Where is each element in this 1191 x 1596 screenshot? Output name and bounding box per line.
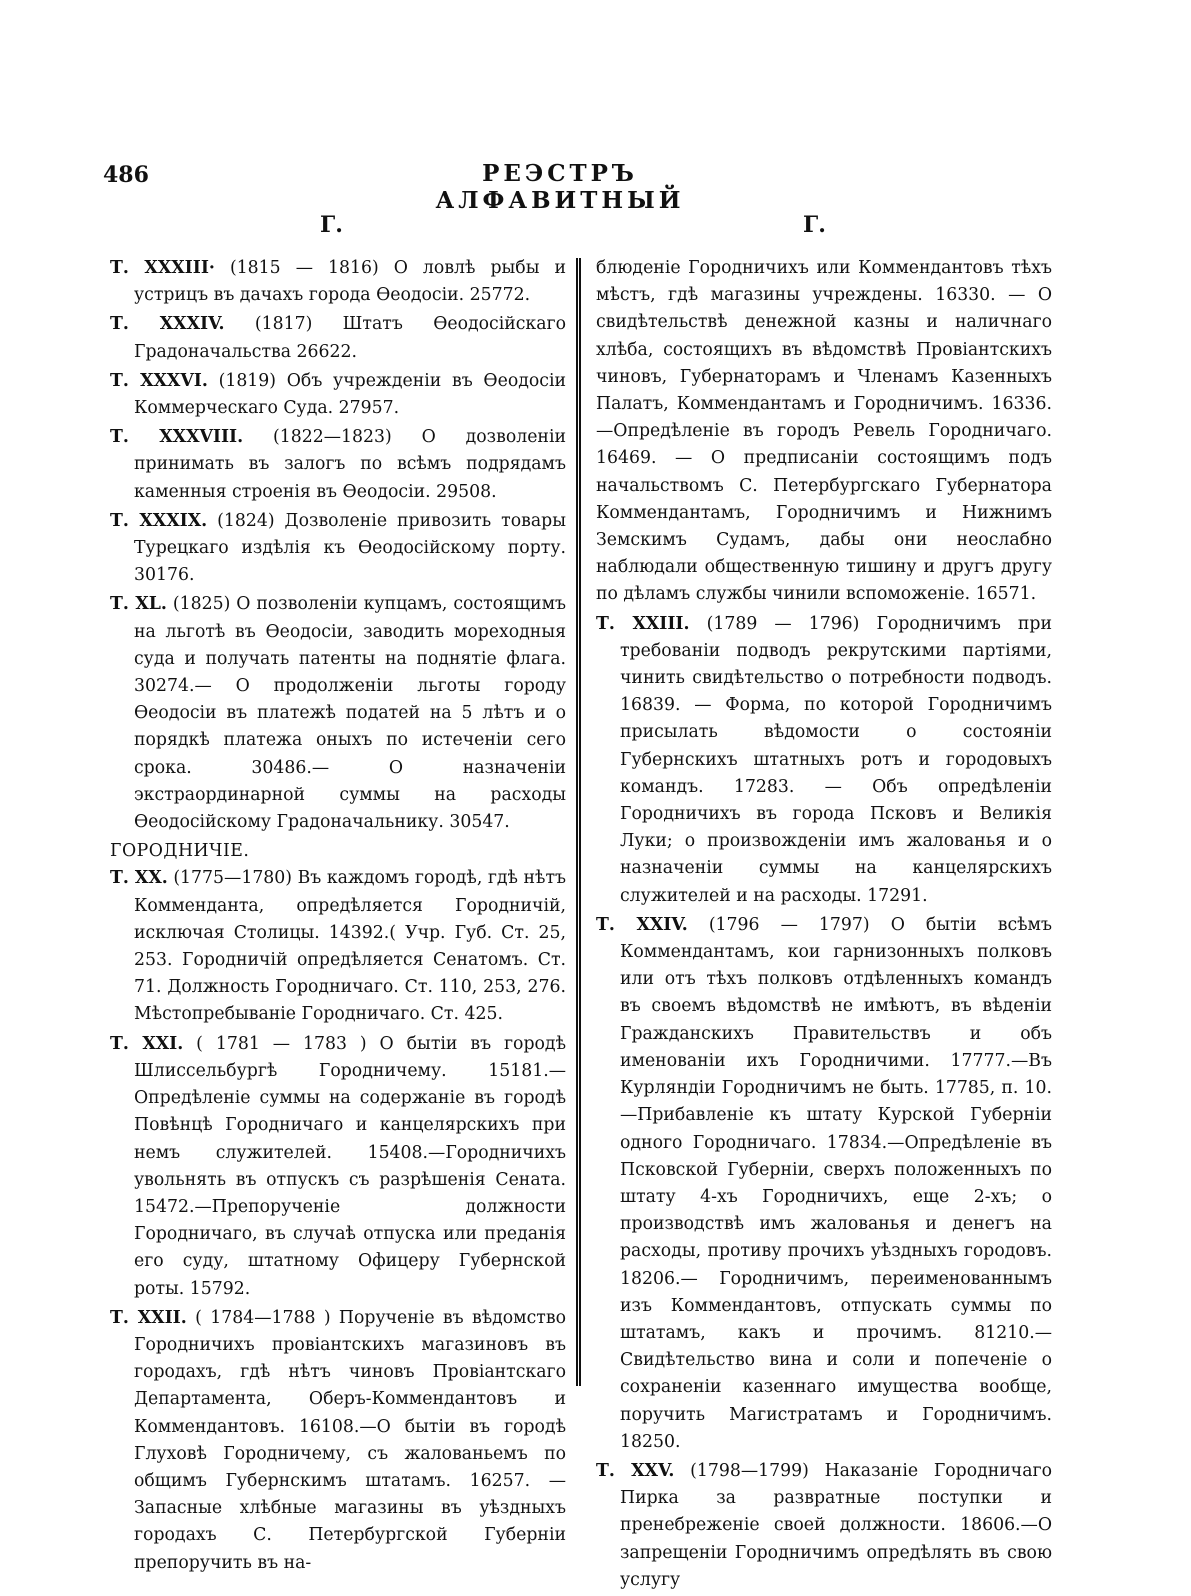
index-entry bbox=[110, 865, 566, 1028]
entry-text: ( 1784—1788 ) Порученіе въ вѣдомство Городничихъ провіантскихъ магазиновъ въ городахъ, гдѣ нѣтъ чиновъ Провіантскаго Департамента, Оберъ-Коммендантовъ и Коммендантовъ. 16108.—О бытіи въ городѣ Глуховѣ Городничему, съ жалованьемъ по общимъ Губернскимъ штатамъ. 16257. — Запасные хлѣбные магазины въ уѣздныхъ городахъ С. Петербургской Губерніи препоручить въ на- bbox=[134, 1307, 566, 1573]
volume-ref: Т. XXI. bbox=[110, 1033, 184, 1054]
index-entry bbox=[110, 255, 566, 309]
entry-text: (1798—1799) Наказаніе Городничаго Пирка за развратные поступки и пренебреженіе своей должности. 18606.—О запрещеніи Городничимъ опредѣлять въ свою услугу bbox=[620, 1460, 1052, 1590]
volume-ref: Т. XXII. bbox=[110, 1307, 187, 1328]
index-entry bbox=[110, 591, 566, 836]
volume-ref: Т. XXXVIII. bbox=[110, 427, 244, 448]
volume-ref: Т. XXIII. bbox=[596, 613, 690, 634]
index-entry bbox=[110, 1031, 566, 1303]
left-column bbox=[110, 255, 566, 1579]
entry-text: (1825) О позволеніи купцамъ, состоящимъ на льготѣ въ Ѳеодосіи, заводить мореходныя суда и получать патенты на поднятіе флага. 30274.— О продолженіи льготы городу Ѳеодосіи въ платежѣ податей на 5 лѣтъ и о порядкѣ платежа оныхъ по истеченіи сего срока. 30486.— О назначеніи экстраординарной суммы на расходы Ѳеодосійскому Градоначальнику. 30547. bbox=[134, 594, 567, 833]
index-entry bbox=[596, 912, 1052, 1456]
index-entry bbox=[110, 508, 566, 590]
entry-text: (1817) Штатъ Ѳеодосійскаго Градоначальства 26622. bbox=[134, 314, 566, 362]
index-entry bbox=[110, 311, 566, 365]
volume-ref: Т. XL. bbox=[110, 594, 167, 615]
index-entry bbox=[596, 611, 1052, 910]
volume-ref: Т. XXIV. bbox=[596, 914, 688, 935]
section-heading: ГОРОДНИЧІЕ. bbox=[110, 841, 250, 862]
left-column-letter: Г. bbox=[320, 212, 343, 238]
index-entry bbox=[110, 424, 566, 506]
running-head: РЕЭСТРЪ АЛФАВИТНЫЙ bbox=[435, 160, 685, 214]
right-column-letter: Г. bbox=[803, 212, 826, 238]
column-divider bbox=[576, 258, 581, 1386]
volume-ref: Т. XXXIV. bbox=[110, 314, 225, 335]
volume-ref: Т. XXV. bbox=[596, 1460, 675, 1481]
page-number: 486 bbox=[103, 162, 149, 188]
volume-ref: Т. XXXIII· bbox=[110, 258, 215, 278]
entry-text: (1815 — 1816) О ловлѣ рыбы и устрицъ въ дачахъ города Ѳеодосіи. 25772. bbox=[134, 258, 566, 306]
volume-ref: Т. XXXIX. bbox=[110, 510, 208, 531]
volume-ref: Т. XXXVI. bbox=[110, 370, 208, 391]
right-column bbox=[596, 255, 1052, 1596]
index-entry bbox=[110, 368, 566, 422]
index-entry bbox=[596, 1458, 1052, 1594]
entry-text: (1775—1780) Въ каждомъ городѣ, гдѣ нѣтъ Коммендантa, опредѣляется Городничій, исключая Столицы. 14392.( Учр. Губ. Ст. 25, 253. Городничій опредѣляется Сенатомъ. Ст. 71. Должность Городничаго. Ст. 110, 253, 276. Мѣстопребываніе Городничаго. Ст. 425. bbox=[134, 868, 566, 1025]
entry-text: (1819) Объ учрежденіи въ Ѳеодосіи Коммерческаго Суда. 27957. bbox=[134, 370, 566, 419]
index-entry-continuation: блюденіе Городничихъ или Коммендантовъ тѣхъ мѣстъ, гдѣ магазины учреждены. 16330. — О свидѣтельствѣ денежной казны и наличнаго хлѣба, состоящихъ въ вѣдомствѣ Провіантскихъ чиновъ, Губернаторамъ и Членамъ Казенныхъ Палатъ, Коммендантамъ и Городничимъ. 16336.—Опредѣленіе въ городъ Ревель Городничаго. 16469. — О предписаніи состоящимъ подъ начальствомъ С. Петербургскаго Губернатора Коммендантамъ, Городничимъ и Нижнимъ Земскимъ Судамъ, дабы они неослабно наблюдали общественную тишину и другъ другу по дѣламъ службы чинили вспоможеніе. 16571. bbox=[596, 258, 1052, 605]
entry-text: (1789 — 1796) Городничимъ при требованіи подводъ рекрутскими партіями, чинить свидѣтельство о потребности подводъ. 16839. — Форма, по которой Городничимъ присылать вѣдомости о состояніи Губернскихъ штатныхъ ротъ и городовыхъ командъ. 17283. — Объ опредѣленіи Городничихъ въ города Псковъ и Великія Луки; о произвожденіи имъ жалованья и о назначеніи суммы на канцелярскихъ служителей и на расходы. 17291. bbox=[620, 613, 1052, 906]
entry-text: (1796 — 1797) О бытіи всѣмъ Коммендантамъ, кои гарнизонныхъ полковъ или отъ тѣхъ полковъ отдѣленныхъ командъ въ своемъ вѣдомствѣ не имѣютъ, въ вѣденіи Гражданскихъ Правительствъ и объ именованіи ихъ Городничими. 17777.—Въ Курляндіи Городничимъ не быть. 17785, п. 10.—Прибавленіе къ штату Курской Губерніи одного Городничаго. 17834.—Опредѣленіе въ Псковской Губерніи, сверхъ положенныхъ по штату 4-хъ Городничихъ, еще 2-хъ; о производствѣ имъ жалованья и денегъ на расходы, противу прочихъ уѣздныхъ городовъ. 18206.— Городничимъ, переименованнымъ изъ Коммендантовъ, отпускать суммы по штатамъ, какъ и прочимъ. 81210.—Свидѣтельство вина и соли и попеченіе о сохраненіи казеннаго имущества вообще, поручить Магистратамъ и Городничимъ. 18250. bbox=[620, 914, 1052, 1452]
entry-text: (1822—1823) О дозволеніи принимать въ залогъ по всѣмъ подрядамъ каменныя строенія въ Ѳеодосіи. 29508. bbox=[134, 427, 566, 502]
entry-text: ( 1781 — 1783 ) О бытіи въ городѣ Шлиссельбургѣ Городничему. 15181.—Опредѣленіе суммы на содержаніе въ городѣ Повѣнцѣ Городничаго и канцелярскихъ при немъ служителей. 15408.—Городничихъ увольнять въ отпускъ съ разрѣшенія Сената. 15472.—Препорученіе должности Городничаго, въ случаѣ отпуска или преданія его суду, штатному Офицеру Губернской роты. 15792. bbox=[134, 1033, 566, 1299]
index-entry bbox=[110, 1305, 566, 1577]
volume-ref: Т. XX. bbox=[110, 868, 168, 889]
entry-text: (1824) Дозволеніе привозить товары Турецкаго издѣлія къ Ѳеодосійскому порту. 30176. bbox=[134, 510, 566, 586]
